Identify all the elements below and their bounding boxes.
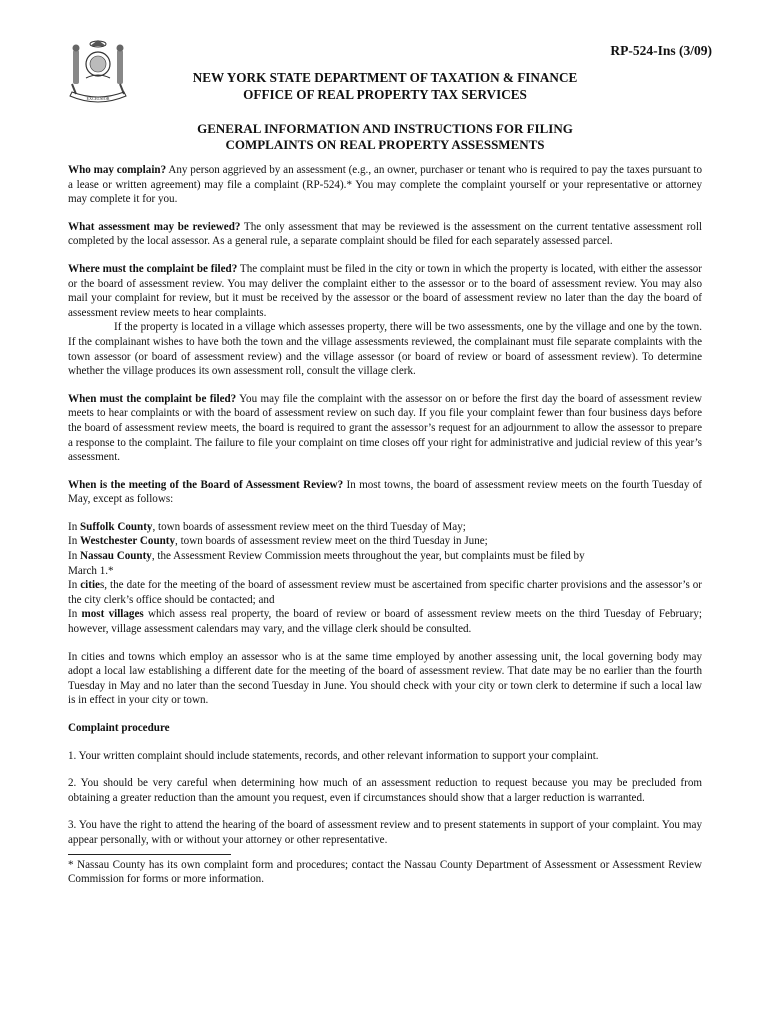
form-id: RP-524-Ins (3/09) [610,43,712,58]
complaint-procedure-heading: Complaint procedure [68,722,170,734]
what-assessment-paragraph [68,220,702,249]
procedure-item-2: 2. You should be very careful when determining how much of an assessment reduction to request because you may be precluded from obtaining a greater reduction than the amount you request, even if circumstances should show that a larger reduction is warranted. [68,777,702,804]
local-law-paragraph: In cities and towns which employ an assessor who is at the same time employed by another assessing unit, the local governing body may adopt a local law establishing a different date for the meeting of the board of assessment review. That date may be no earlier than the fourth Tuesday in May and no later than the second Tuesday in June. You should check with your city or town clerk to determine if such a local law is in effect in your city or town. [68,650,702,707]
who-body: Any person aggrieved by an assessment (e.g., an owner, purchaser or tenant who is required to pay the taxes pursuant to a lease or written agreement) may file a complaint (RP-524).* You may complete the complaint yourself or your representative or attorney may complete it for you. [68,164,702,206]
what-heading: What assessment may be reviewed? [68,220,241,233]
document-header [0,70,770,103]
when-filed-paragraph [68,392,702,465]
title-line-2: COMPLAINTS ON REAL PROPERTY ASSESSMENTS [225,137,545,152]
when-body: You may file the complaint with the assessor on or before the first day the board of assessment review meets to hear complaints or with the board of assessment review on such day. If you file your complaint fewer than four business days before the board of assessment review meets, the board is required to grant the assessor’s request for an adjournment to allow the assessor to prepare a response to the complaint. The failure to file your complaint on time closes off your right for administrative and judicial review of this year’s assessment. [68,392,702,464]
where-filed-paragraph [68,262,702,320]
procedure-item-3: 3. You have the right to attend the hearing of the board of assessment review and to present statements in support of your complaint. You may appear personally, with or without your attorney or other representative. [68,819,702,846]
meeting-paragraph [68,478,702,507]
footnote-divider [68,854,231,855]
nassau-exception: In Nassau County, the Assessment Review Commission meets throughout the year, but complaints must be filed by March 1.* [68,550,585,577]
footnote: * Nassau County has its own complaint form and procedures; contact the Nassau County Department of Assessment or Assessment Review Commission for forms or more information. [68,858,702,886]
what-body: The only assessment that may be reviewed is the assessment on the current tentative assessment roll completed by the local assessor. As a general rule, a separate complaint should be filed for each separately assessed parcel. [68,220,702,248]
department-name: NEW YORK STATE DEPARTMENT OF TAXATION & FINANCE [192,70,578,85]
title-line-1: GENERAL INFORMATION AND INSTRUCTIONS FOR FILING [197,121,573,136]
cities-exception: In cities, the date for the meeting of the board of assessment review must be ascertained from specific charter provisions and the assessor’s or the city clerk’s office should be contacted; and [68,579,702,606]
who-may-complain-paragraph [68,163,702,207]
westchester-exception: In Westchester County, town boards of assessment review meet on the third Tuesday in June; [68,535,488,548]
suffolk-exception: In Suffolk County, town boards of assessment review meet on the third Tuesday of May; [68,520,466,533]
meeting-body: In most towns, the board of assessment review meets on the fourth Tuesday of May, except as follows: [68,478,703,506]
document-title [0,121,770,153]
office-name: OFFICE OF REAL PROPERTY TAX SERVICES [243,86,527,102]
exceptions-list [68,520,702,637]
where-heading: Where must the complaint be filed? [68,262,238,275]
who-heading: Who may complain? [68,164,167,176]
document-body [68,163,702,900]
meeting-heading: When is the meeting of the Board of Assessment Review? [68,478,344,491]
village-paragraph: If the property is located in a village which assesses property, there will be two assessments, one by the village and one by the town. If the complainant wishes to have both the town and the village assessments reviewed, the complainant must file separate complaints with the town assessor (or board of assessment review) and the village assessor (or board of review or board of assessment review). To determine whether the village produces its own assessment roll, consult the village clerk. [68,321,702,378]
villages-exception: In most villages which assess real property, the board of review or board of assessment review meets on the third Tuesday of February; however, village assessment calendars may vary, and the village clerk should be consulted. [68,608,702,636]
seal-motto: EXCELSIOR [86,96,110,101]
procedure-item-1: 1. Your written complaint should include statements, records, and other relevant information to support your complaint. [68,749,599,762]
when-heading: When must the complaint be filed? [68,392,237,405]
where-body: The complaint must be filed in the city or town in which the property is located, with either the assessor or the board of assessment review. You may deliver the complaint either to the assessor or to the board of assessment review. You may also mail your complaint for review, but it must be received by the assessor or the board of assessment review no later than the day the board of assessment review meets to hear complaints. [68,262,702,319]
